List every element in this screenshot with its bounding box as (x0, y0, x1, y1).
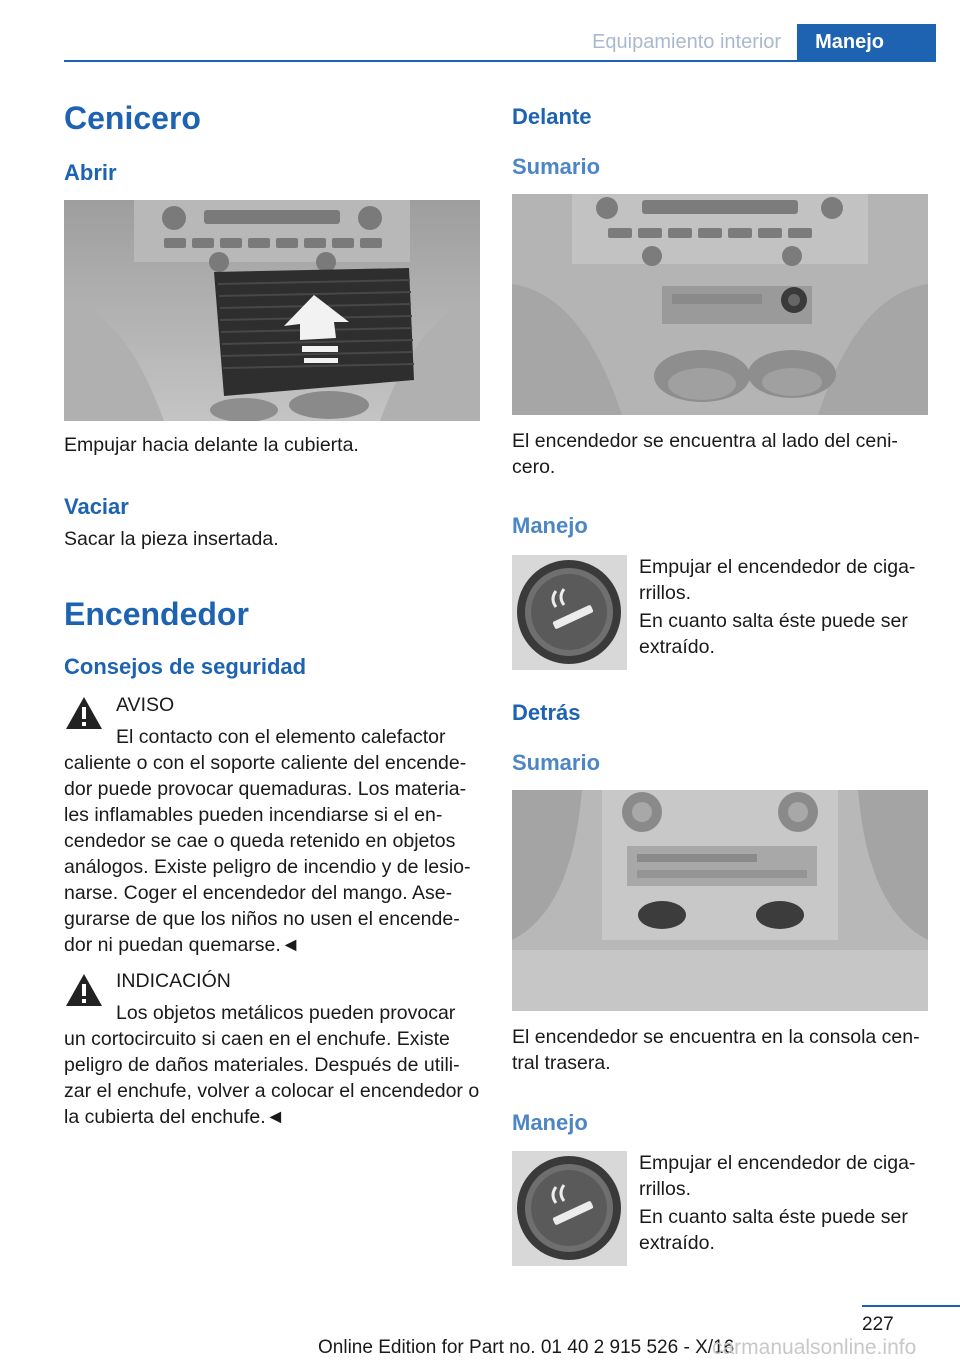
page-number: 227 (862, 1314, 894, 1335)
consejos-title: Consejos de seguridad (64, 654, 307, 679)
active-tab: Manejo (797, 24, 936, 61)
abrir-caption: Empujar hacia delante la cubierta. (64, 434, 359, 456)
rear-console-photo (512, 790, 928, 1011)
indicacion-first-line: Los objetos metálicos pueden provocar (116, 1002, 456, 1024)
aviso-label: AVISO (116, 694, 175, 716)
manejo-front-p1: Empujar el encendedor de ciga-rrillos. (639, 556, 916, 604)
sumario-rear-title: Sumario (512, 750, 601, 775)
indicacion-label: INDICACIÓN (116, 970, 231, 992)
warning-icon (64, 972, 104, 1008)
detras-title: Detrás (512, 700, 581, 725)
front-console-photo (512, 194, 928, 415)
aviso-body: caliente o con el soporte caliente del encende-dor puede provocar quemaduras. Los materia-les inflamables pueden incendiarse si el en-cendedor se cae o queda retenido en objetos análogos. Existe peligro de incendio y de lesio-narse. Coger el encendedor del mango. Ase-gurarse de que los niños no usen el encende-dor ni puedan quemarse.◄ (64, 752, 471, 956)
header-tabs (578, 24, 936, 61)
vaciar-text: Sacar la pieza insertada. (64, 528, 279, 550)
aviso-first-line: El contacto con el elemento calefactor (116, 726, 446, 748)
encendedor-title: Encendedor (64, 596, 249, 632)
manejo-rear-p2: En cuanto salta éste puede ser extraído. (639, 1206, 908, 1254)
manejo-front-p2: En cuanto salta éste puede ser extraído. (639, 610, 908, 658)
delante-title: Delante (512, 104, 592, 129)
sumario-front-caption: El encendedor se encuentra al lado del ceni-cero. (512, 430, 898, 478)
manejo-rear-title: Manejo (512, 1110, 588, 1135)
sumario-rear-caption: El encendedor se encuentra en la consola cen-tral trasera. (512, 1026, 920, 1074)
vaciar-title: Vaciar (64, 494, 129, 519)
footer-rule (862, 1305, 960, 1307)
lighter-photo-front (512, 555, 627, 670)
section-label: Equipamiento interior (578, 24, 797, 61)
header-rule (64, 60, 936, 62)
indicacion-body: un cortocircuito si caen en el enchufe. Existe peligro de daños materiales. Después de utili-zar el enchufe, volver a colocar el encendedor o la cubierta del enchufe.◄ (64, 1028, 480, 1128)
abrir-title: Abrir (64, 160, 117, 185)
sumario-front-title: Sumario (512, 154, 601, 179)
manejo-front-title: Manejo (512, 513, 588, 538)
edition-text: Online Edition for Part no. 01 40 2 915 526 - X/16 (318, 1337, 735, 1358)
ashtray-open-photo (64, 200, 480, 421)
watermark: carmanualsonline.info (712, 1336, 917, 1359)
manejo-rear-p1: Empujar el encendedor de ciga-rrillos. (639, 1152, 916, 1200)
warning-icon (64, 695, 104, 731)
cenicero-title: Cenicero (64, 100, 201, 136)
lighter-photo-rear (512, 1151, 627, 1266)
